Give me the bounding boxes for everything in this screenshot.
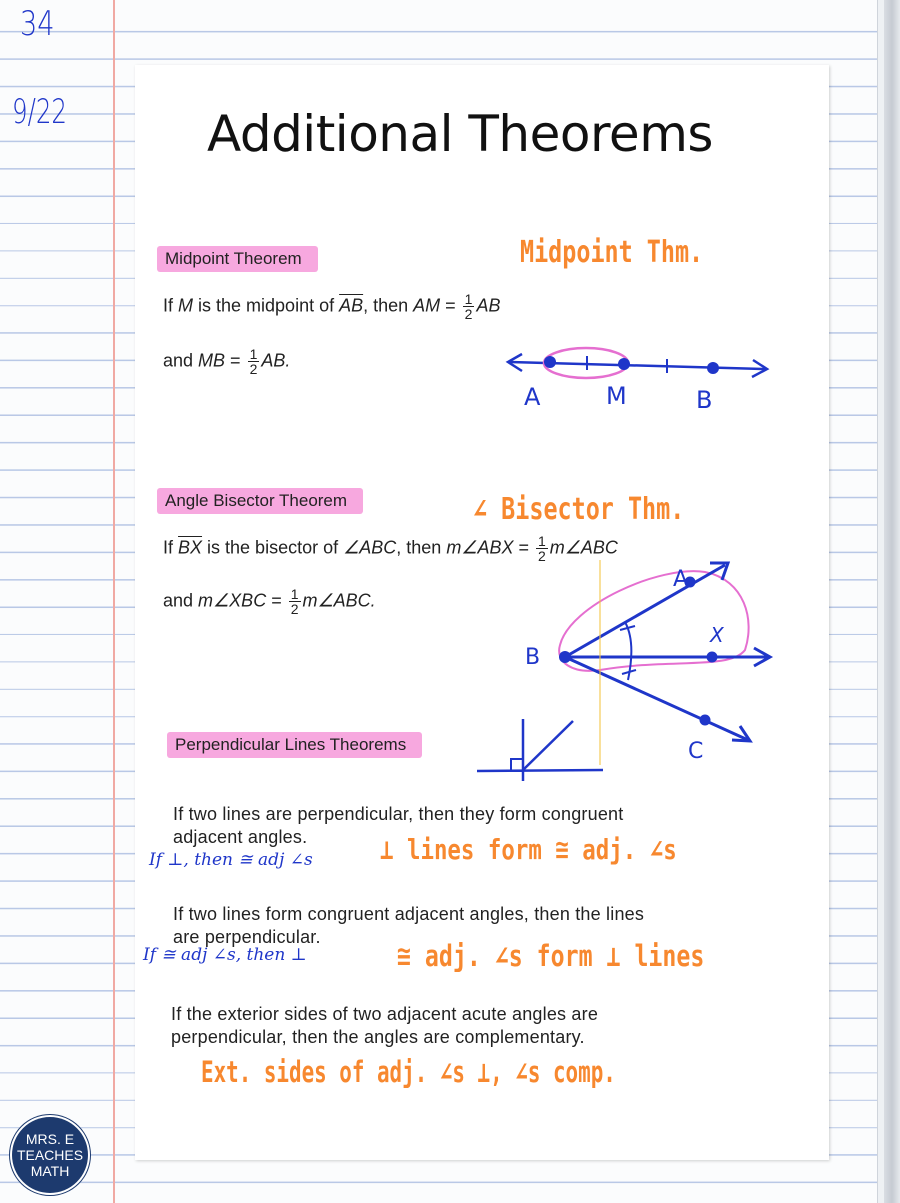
label-c: C (688, 739, 704, 764)
midpoint-heading: Midpoint Theorem (157, 246, 312, 272)
fraction-one-half: $\frac{1}{2}$ (464, 291, 473, 322)
label-m: M (606, 382, 627, 410)
fraction-one-half: $\frac{1}{2}$ (537, 533, 546, 564)
point-c (700, 715, 711, 726)
midpoint-diagram (500, 330, 780, 420)
badge-line: MATH (30, 1163, 70, 1179)
perpendicular-theorem-3: If the exterior sides of two adjacent acute angles are perpendicular, then the angles are complementary. (171, 1004, 599, 1047)
perpendicular-heading: Perpendicular Lines Theorems (167, 732, 416, 758)
right-angle-mark (511, 759, 523, 771)
point-a (544, 356, 556, 368)
diagonal-line (523, 721, 573, 770)
label-a: A (673, 567, 689, 592)
margin-line (113, 0, 115, 1203)
theorem-3-note-orange: Ext. sides of adj. ∠s ⊥, ∠s comp. (201, 1055, 616, 1089)
fraction-one-half: $\frac{1}{2}$ (290, 586, 299, 617)
label-b: B (525, 645, 541, 670)
midpoint-statement-line1: If M is the midpoint of $\overline{AB}$, then AM = $\frac{1}{2}$ AB (163, 291, 501, 322)
point-b (707, 362, 719, 374)
handout-sheet (135, 65, 829, 1160)
fraction-one-half: $\frac{1}{2}$ (249, 346, 258, 377)
midpoint-note: Midpoint Thm. (520, 235, 704, 270)
perpendicular-theorem-2: If two lines form congruent adjacent angles, then the lines are perpendicular. (173, 904, 645, 947)
angle-bisector-note: ∠ Bisector Thm. (473, 492, 685, 527)
page-date: 9/22 (12, 92, 67, 132)
ray-ba (565, 565, 725, 657)
badge-line: MRS. E (25, 1131, 75, 1147)
angle-bisector-statement-line2: and m∠XBC = $\frac{1}{2}$ m∠ABC. (163, 586, 376, 617)
badge-line: TEACHES (16, 1147, 84, 1163)
page-stack-edge (877, 0, 884, 1203)
label-b: B (696, 386, 713, 414)
point-x (707, 652, 718, 663)
angle-bisector-statement-line1: If $\overline{BX}$ is the bisector of ∠ABC, then m∠ABX = $\frac{1}{2}$ m∠ABC (163, 533, 618, 564)
perpendicular-theorem-1: If two lines are perpendicular, then they form congruent adjacent angles. (173, 804, 624, 847)
theorem-2-note-orange: ≅ adj. ∠s form ⊥ lines (397, 939, 705, 973)
label-x: X (710, 623, 724, 647)
angle-bisector-heading: Angle Bisector Theorem (157, 488, 357, 514)
theorem-1-note-blue: If ⊥, then ≅ adj ∠s (149, 850, 313, 870)
theorem-2-note-blue: If ≅ adj ∠s, then ⊥ (143, 945, 307, 965)
page-number: 34 (20, 4, 55, 44)
notebook-cover-edge (884, 0, 900, 1203)
horizontal-line (477, 770, 603, 771)
brand-logo-badge (12, 1117, 88, 1193)
page-title: Additional Theorems (207, 105, 713, 163)
theorem-1-note-orange: ⊥ lines form ≅ adj. ∠s (380, 833, 677, 866)
label-a: A (524, 383, 541, 411)
point-b (559, 651, 571, 663)
point-m (618, 358, 630, 370)
midpoint-statement-line2: and MB = $\frac{1}{2}$ AB. (163, 346, 291, 377)
perpendicular-diagram (475, 715, 605, 785)
